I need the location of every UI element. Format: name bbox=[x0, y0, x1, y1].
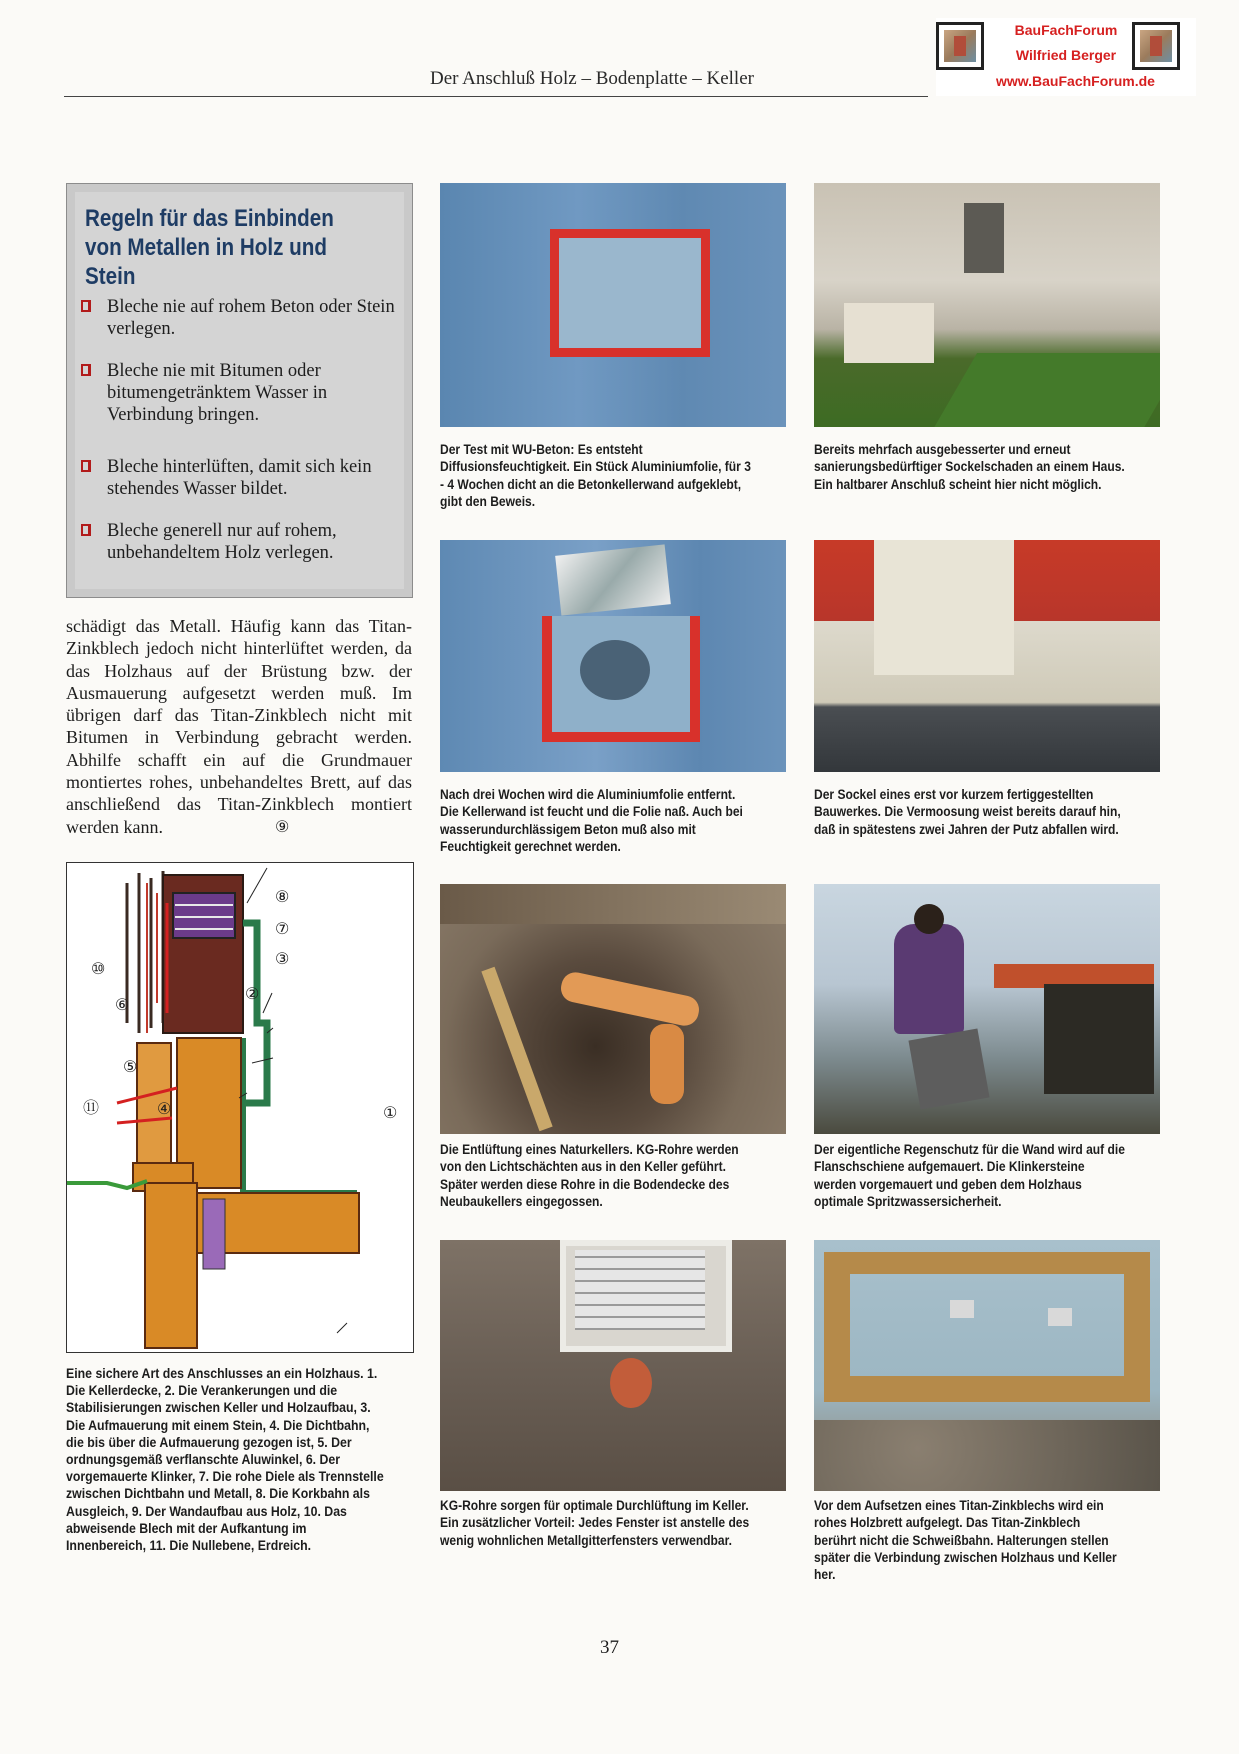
wheelbarrow bbox=[908, 1028, 989, 1109]
window bbox=[964, 203, 1004, 273]
dark-sheet bbox=[1044, 984, 1154, 1094]
worker bbox=[894, 924, 964, 1034]
logo-left-icon bbox=[936, 22, 984, 70]
diagram-label-3: ③ bbox=[275, 951, 290, 968]
worker-head bbox=[914, 904, 944, 934]
foil-sheet bbox=[555, 544, 671, 615]
photo-mossy-base bbox=[814, 540, 1160, 772]
bau-fach-forum-logo bbox=[936, 18, 1196, 96]
checkbox-icon bbox=[81, 460, 91, 472]
diagram-drawing bbox=[67, 863, 413, 1352]
diagram-label-5: ⑤ bbox=[123, 1059, 138, 1076]
formwork bbox=[440, 884, 786, 924]
diagram-label-2: ② bbox=[245, 986, 260, 1003]
body-paragraph: schädigt das Metall. Häufig kann das Titan-Zinkblech jedoch nicht hinterlüftet werden, da das Holzhaus auf der Brüstung bzw. der Ausmauerung aufgesetzt werden muß. Im übrigen darf das Titan-Zinkblech nicht mit Bitumen in Verbindung gebracht werden. Abhilfe schafft ein auf die Grundmauer montiertes rohes, unbehandeltes Brett, auf das anschließend das Titan-Zinkblech montiert werden kann. bbox=[66, 616, 412, 837]
checkbox-icon bbox=[81, 364, 91, 376]
photo-window-pipe bbox=[440, 1240, 786, 1491]
photo-foil-removed bbox=[440, 540, 786, 772]
diagram-label-6: ⑥ bbox=[115, 997, 130, 1014]
photo-caption: Nach drei Wochen wird die Aluminiumfolie entfernt. Die Kellerwand ist feucht und die Folie naß. Auch bei wasserundurchlässigem Beton muß also mit Feuchtigkeit gerechnet werden. bbox=[440, 787, 743, 854]
diagram-label-11: ⑪ bbox=[83, 1100, 100, 1117]
photo-caption: Bereits mehrfach ausgebesserter und erneut sanierungsbedürftiger Sockelschaden an einem Haus. Ein haltbarer Anschluß scheint hier nicht möglich. bbox=[814, 442, 1125, 492]
photo-caption: Der Sockel eines erst vor kurzem fertiggestellten Bauwerkes. Die Vermoosung weist bereits darauf hin, daß in spätestens zwei Jahren der Putz abfallen wird. bbox=[814, 787, 1121, 837]
photo-wood-board bbox=[814, 1240, 1160, 1491]
bracket bbox=[950, 1300, 974, 1318]
diagram-label-7: ⑦ bbox=[275, 921, 290, 938]
photo-caption: Der eigentliche Regenschutz für die Wand wird auf die Flanschschiene aufgemauert. Die Klinkersteine werden vorgemauert und geben dem Holzhaus optimale Spritzwassersicherheit. bbox=[814, 1142, 1125, 1209]
kg-pipe-elbow bbox=[650, 1024, 684, 1104]
page-running-title: Der Anschluß Holz – Bodenplatte – Keller bbox=[430, 68, 754, 89]
wood-frame bbox=[824, 1252, 1150, 1402]
diagram-label-10: ⑩ bbox=[91, 961, 106, 978]
photo-caption: Vor dem Aufsetzen eines Titan-Zinkblechs wird ein rohes Holzbrett aufgelegt. Das Titan-Zinkblech berührt nicht die Schweißbahn. Halterungen stellen später die Verbindung zwischen Holzhaus und Keller her. bbox=[814, 1498, 1117, 1583]
diagram-label-1: ① bbox=[383, 1105, 398, 1122]
photo-kg-pipes bbox=[440, 884, 786, 1134]
wall-panel bbox=[874, 540, 1014, 675]
rules-box: Regeln für das Einbinden von Metallen in Holz und Stein Bleche nie auf rohem Beton oder Stein verlegen. Bleche nie mit Bitumen oder bitumengetränktem Wasser in Verbindung bringen. Bleche hinterlüften, damit sich kein stehendes Wasser bildet. Bleche generell nur auf rohem, unbehandeltem Holz verlegen. bbox=[66, 183, 413, 598]
construction-diagram bbox=[66, 819, 414, 1353]
rules-box-title: Regeln für das Einbinden von Metallen in Holz und Stein bbox=[85, 205, 334, 290]
logo-right-icon bbox=[1132, 22, 1180, 70]
kg-pipe-end bbox=[610, 1358, 652, 1408]
bracket bbox=[1048, 1308, 1072, 1326]
diagram-label-4: ④ bbox=[157, 1101, 172, 1118]
photo-caption: Der Test mit WU-Beton: Es entsteht Diffusionsfeuchtigkeit. Ein Stück Aluminiumfolie, für 3 - 4 Wochen dicht an die Betonkellerwand aufgeklebt, gibt den Beweis. bbox=[440, 442, 751, 509]
logo-line-1: BauFachForum bbox=[1014, 22, 1118, 38]
photo-damaged-base bbox=[814, 183, 1160, 427]
photo-caption: KG-Rohre sorgen für optimale Durchlüftung im Keller. Ein zusätzlicher Vorteil: Jedes Fenster ist anstelle des wenig wohnlichen Metallgitterfensters verwendbar. bbox=[440, 1498, 750, 1548]
window-grille bbox=[575, 1250, 705, 1330]
header-rule bbox=[64, 96, 928, 97]
logo-line-2: Wilfried Berger bbox=[1015, 47, 1117, 63]
diagram-label-9: ⑨ bbox=[275, 819, 290, 836]
checkbox-icon bbox=[81, 524, 91, 536]
board bbox=[481, 967, 552, 1132]
foil-patch bbox=[550, 229, 710, 357]
photo-foil-test bbox=[440, 183, 786, 427]
photo-caption: Die Entlüftung eines Naturkellers. KG-Rohre werden von den Lichtschächten aus in den Keller geführt. Später werden diese Rohre in die Bodendecke des Neubaukellers eingegossen. bbox=[440, 1142, 739, 1209]
kg-pipe bbox=[558, 970, 701, 1028]
lawn bbox=[931, 353, 1160, 427]
page-number: 37 bbox=[600, 1637, 619, 1658]
photo-bricklaying bbox=[814, 884, 1160, 1134]
diagram-label-8: ⑧ bbox=[275, 889, 290, 906]
diagram-caption: Eine sichere Art des Anschlusses an ein Holzhaus. 1. Die Kellerdecke, 2. Die Verankerungen und die Stabilisierungen zwischen Keller und Holzaufbau, 3. Die Aufmauerung mit einem Stein, 4. Die Dichtbahn, die bis über die Aufmauerung gezogen ist, 5. Der ordnungsgemäß verflanschte Aluwinkel, 6. Der vorgemauerte Klinker, 7. Die rohe Diele als Trennstelle zwischen Dichtbahn und Metall, 8. Die Korkbahn als Ausgleich, 9. Der Wandaufbau aus Holz, 10. Das abweisende Blech mit der Aufkantung im Innenbereich, 11. Die Nullebene, Erdreich. bbox=[66, 1366, 384, 1554]
gravel bbox=[814, 1420, 1160, 1491]
plaster-damage bbox=[844, 303, 934, 363]
moisture-stain bbox=[580, 640, 650, 700]
logo-line-3: www.BauFachForum.de bbox=[996, 73, 1155, 89]
checkbox-icon bbox=[81, 300, 91, 312]
